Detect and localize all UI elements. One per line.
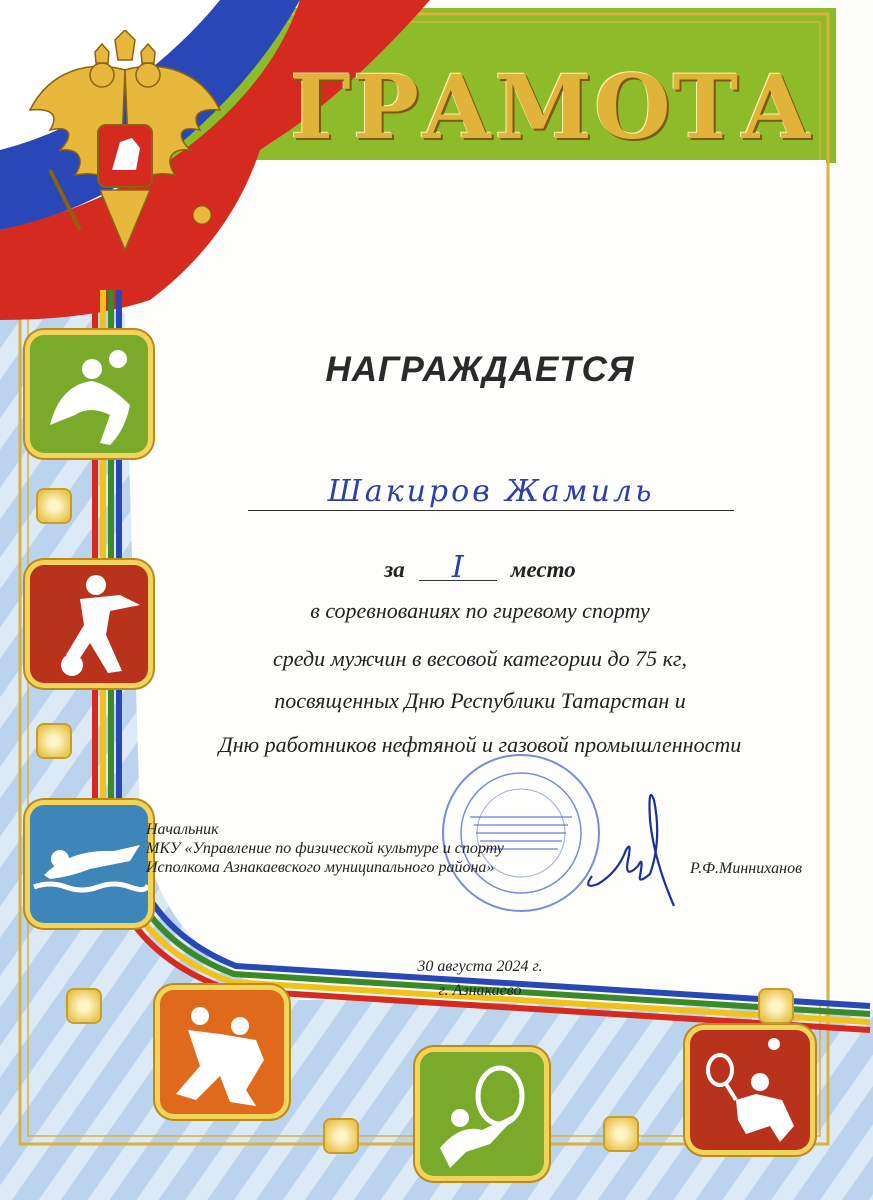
description-line: в соревнованиях по гиревому спорту bbox=[310, 598, 650, 623]
place-prefix: за bbox=[384, 557, 405, 582]
place-row bbox=[0, 550, 873, 585]
recipient-name: Шакиров Жамиль bbox=[327, 474, 655, 509]
certificate-title: ГРАМОТА bbox=[290, 55, 814, 159]
signatory-position-line: Исполкома Азнакаевского муниципального района» bbox=[146, 859, 495, 876]
place-value: I bbox=[419, 556, 497, 581]
badminton-icon bbox=[690, 1030, 810, 1150]
swimming-tile bbox=[30, 805, 148, 923]
badminton-tile bbox=[690, 1030, 810, 1150]
decorative-square bbox=[38, 490, 70, 522]
signatory-position-line: Начальник bbox=[146, 821, 219, 838]
awarded-heading: НАГРАЖДАЕТСЯ bbox=[325, 350, 635, 389]
swimming-icon bbox=[30, 805, 148, 923]
issue-city: г. Азнакаево bbox=[438, 982, 522, 999]
place-suffix: место bbox=[510, 557, 576, 582]
issue-date: 30 августа 2024 г. bbox=[417, 958, 543, 975]
signatory-name: Р.Ф.Минниханов bbox=[690, 860, 803, 877]
signatory-position bbox=[146, 820, 504, 877]
judo-icon bbox=[160, 990, 284, 1114]
coat-of-arms-icon bbox=[20, 30, 230, 255]
decorative-square bbox=[325, 1120, 357, 1152]
judo-tile bbox=[160, 990, 284, 1114]
signatory-position-line: МКУ «Управление по физической культуре и спорту bbox=[146, 840, 504, 857]
description-line: Дню работников нефтяной и газовой промышленности bbox=[218, 732, 742, 757]
gymnastics-tile bbox=[420, 1052, 544, 1176]
description-line: среди мужчин в весовой категории до 75 кг, bbox=[273, 646, 687, 671]
decorative-square bbox=[605, 1118, 637, 1150]
rhythmic-gymnastics-icon bbox=[420, 1052, 544, 1176]
handwritten-signature bbox=[578, 780, 688, 910]
description-line: посвященных Дню Республики Татарстан и bbox=[274, 688, 686, 713]
recipient-name-line bbox=[248, 510, 734, 511]
